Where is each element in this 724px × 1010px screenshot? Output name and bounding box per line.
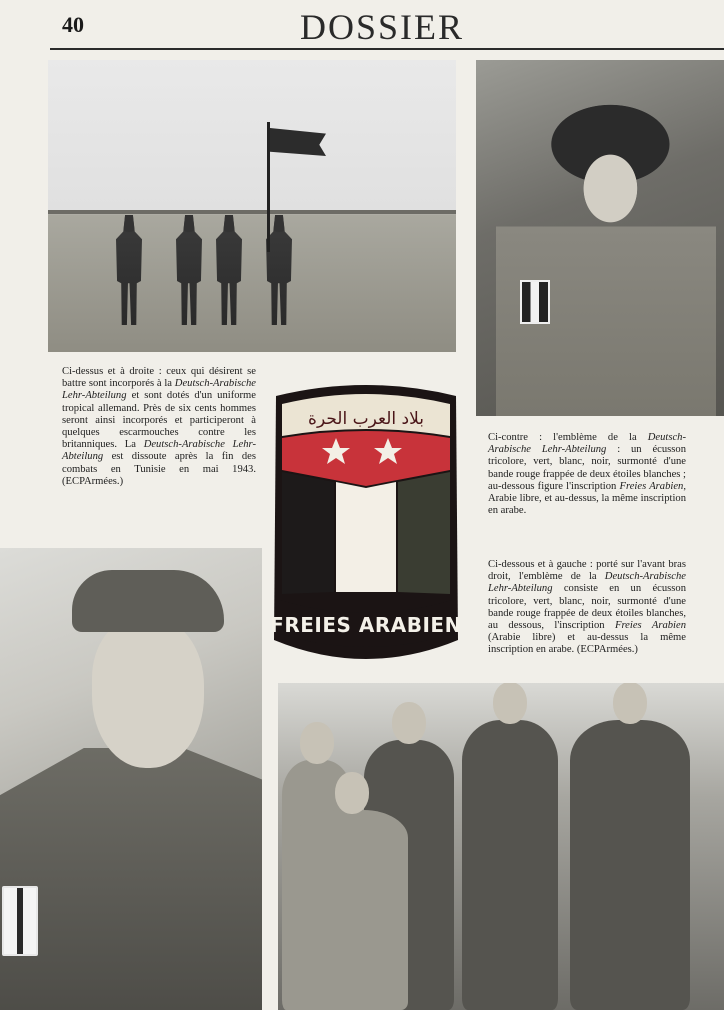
emblem-arabic-text: بلاد العرب الحرة <box>308 409 424 429</box>
caption-text: : un écusson tricolore, vert, blanc, noir, surmonté d'une bande rouge frappée de deux étoiles blanches ; au-dessous figure l'inscription <box>488 444 686 492</box>
person-figure <box>296 810 408 1010</box>
caption-inscription: Freies Arabien <box>614 620 686 632</box>
horizon-line <box>48 210 456 214</box>
face-shape <box>92 618 204 768</box>
caption-right-arm <box>488 559 686 657</box>
caption-text: consiste en un écusson tricolore, vert, blanc, noir, surmonté d'une bande rouge frappée de deux étoiles blanches, au dessous, l'inscription <box>488 583 686 632</box>
emblem-black-stripe <box>282 472 334 594</box>
person-figure <box>462 720 558 1010</box>
caption-text: et sont dotés d'un uniforme tropical allemand. Près de six cents hommes seront ainsi incorporés et participeront à quelques escarmouches contre les britanniques. La <box>62 390 256 451</box>
caption-text: est dissoute après la fin des combats en Tunisie en mai 1943. (ECPArmées.) <box>62 451 256 487</box>
emblem-patch <box>268 378 464 664</box>
soldier-figure <box>216 215 242 325</box>
section-title: DOSSIER <box>300 7 465 47</box>
photo-helmet-soldier <box>476 60 724 416</box>
emblem-svg <box>268 378 464 664</box>
arm-patch-icon <box>2 886 38 956</box>
flag-icon <box>270 128 326 156</box>
caption-text: Ci-dessous et à gauche : porté sur l'avant bras droit, l'emblème de la <box>488 559 686 583</box>
photo-portrait-soldier <box>0 548 262 1010</box>
caption-unit-name: Deutsch-Arabische Lehr-Abteilung <box>62 439 256 463</box>
person-figure <box>570 720 690 1010</box>
arm-patch-icon <box>520 280 550 324</box>
caption-right-emblem <box>488 432 686 517</box>
soldier-figure <box>116 215 142 325</box>
caption-unit-name: Deutsch-Arabische Lehr-Abteilung <box>62 378 256 402</box>
caption-top-left <box>62 366 256 488</box>
header-rule <box>50 48 724 50</box>
cap-shape <box>72 570 224 632</box>
caption-text: Ci-dessus et à droite : ceux qui désirent se battre sont incorporés à la <box>62 366 256 390</box>
emblem-green-stripe <box>398 472 450 594</box>
soldier-figure <box>176 215 202 325</box>
emblem-white-stripe <box>336 482 396 592</box>
photo-group-soldiers <box>278 683 724 1010</box>
soldier-figure <box>496 100 716 416</box>
emblem-label: FREIES ARABIEN <box>270 613 462 637</box>
caption-text: (Arabie libre) et au-dessus la même inscription en arabe. (ECPArmées.) <box>488 632 686 656</box>
caption-unit-name: Deutsch-Arabische Lehr-Abteilung <box>488 571 686 595</box>
caption-text: Ci-contre : l'emblème de la <box>488 432 648 443</box>
caption-inscription: Freies Arabien <box>619 480 684 492</box>
flagpole <box>267 122 270 252</box>
caption-text: , Arabie libre, et au-dessus, la même inscription en arabe. <box>488 480 686 517</box>
page-number: 40 <box>62 12 84 37</box>
caption-unit-name: Deutsch-Arabische Lehr-Abteilung <box>488 432 686 456</box>
photo-flag-parade <box>48 60 456 352</box>
tunic-shape <box>0 748 262 1010</box>
